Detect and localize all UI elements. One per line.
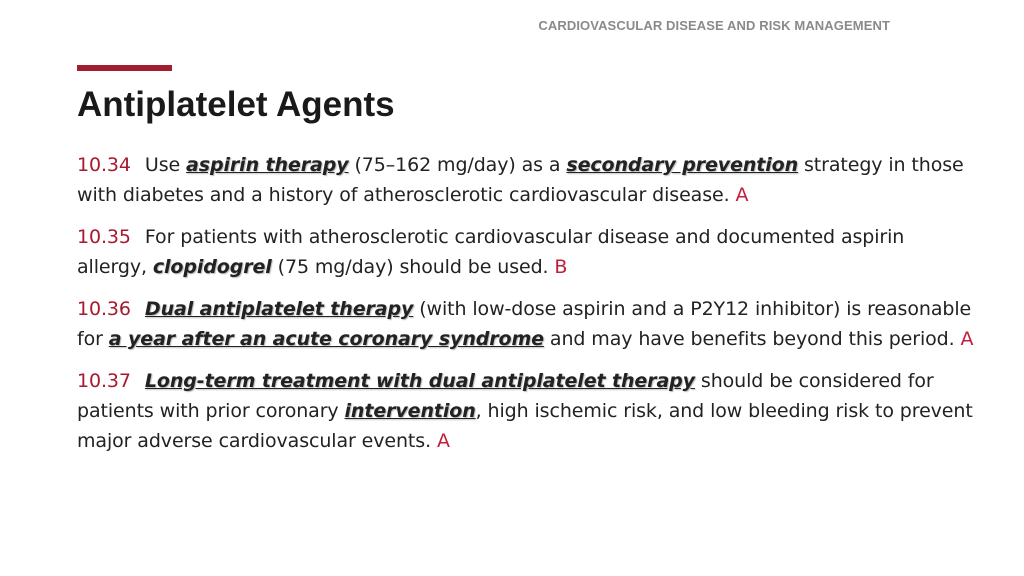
rec-text: (with low-dose aspirin and a P2Y12 inhibitor) is reasonable for: [77, 298, 972, 350]
recommendations-list: [77, 150, 977, 468]
rec-number: 10.35: [77, 226, 131, 248]
rec-text: (75 mg/day) should be used.: [271, 256, 555, 278]
rec-emphasis-clopidogrel: clopidogrel: [152, 256, 272, 278]
rec-text: Use: [144, 154, 187, 176]
rec-emphasis-secondary-prevention: secondary prevention: [566, 154, 799, 176]
slide-title: Antiplatelet Agents: [77, 85, 395, 124]
rec-text: strategy in those with diabetes and a history of atherosclerotic cardiovascular disease.: [77, 154, 964, 206]
rec-emphasis-acute-coronary-syndrome: a year after an acute coronary syndrome: [108, 328, 544, 350]
rec-number: 10.36: [77, 298, 131, 320]
rec-number: 10.37: [77, 370, 131, 392]
evidence-grade: A: [436, 430, 450, 452]
rec-emphasis-intervention: intervention: [344, 400, 476, 422]
rec-number: 10.34: [77, 154, 131, 176]
recommendation-10-37: [77, 366, 977, 456]
rec-text: For patients with atherosclerotic cardiovascular disease and documented aspirin allergy,: [77, 226, 905, 278]
title-accent-bar: [77, 65, 172, 71]
recommendation-10-35: [77, 222, 977, 282]
rec-text: (75–162 mg/day) as a: [348, 154, 567, 176]
rec-text: , high ischemic risk, and low bleeding risk to prevent major adverse cardiovascular events.: [77, 400, 973, 452]
section-header-label: CARDIOVASCULAR DISEASE AND RISK MANAGEMENT: [538, 18, 890, 33]
rec-emphasis-dual-antiplatelet-therapy: Dual antiplatelet therapy: [144, 298, 414, 320]
recommendation-10-36: [77, 294, 977, 354]
evidence-grade: A: [960, 328, 974, 350]
rec-emphasis-aspirin-therapy: aspirin therapy: [186, 154, 349, 176]
rec-emphasis-long-term-treatment: Long-term treatment with dual antiplatelet therapy: [144, 370, 695, 392]
recommendation-10-34: [77, 150, 977, 210]
evidence-grade: B: [554, 256, 568, 278]
rec-text: should be considered for patients with prior coronary: [77, 370, 934, 422]
evidence-grade: A: [735, 184, 749, 206]
rec-text: and may have benefits beyond this period.: [543, 328, 961, 350]
